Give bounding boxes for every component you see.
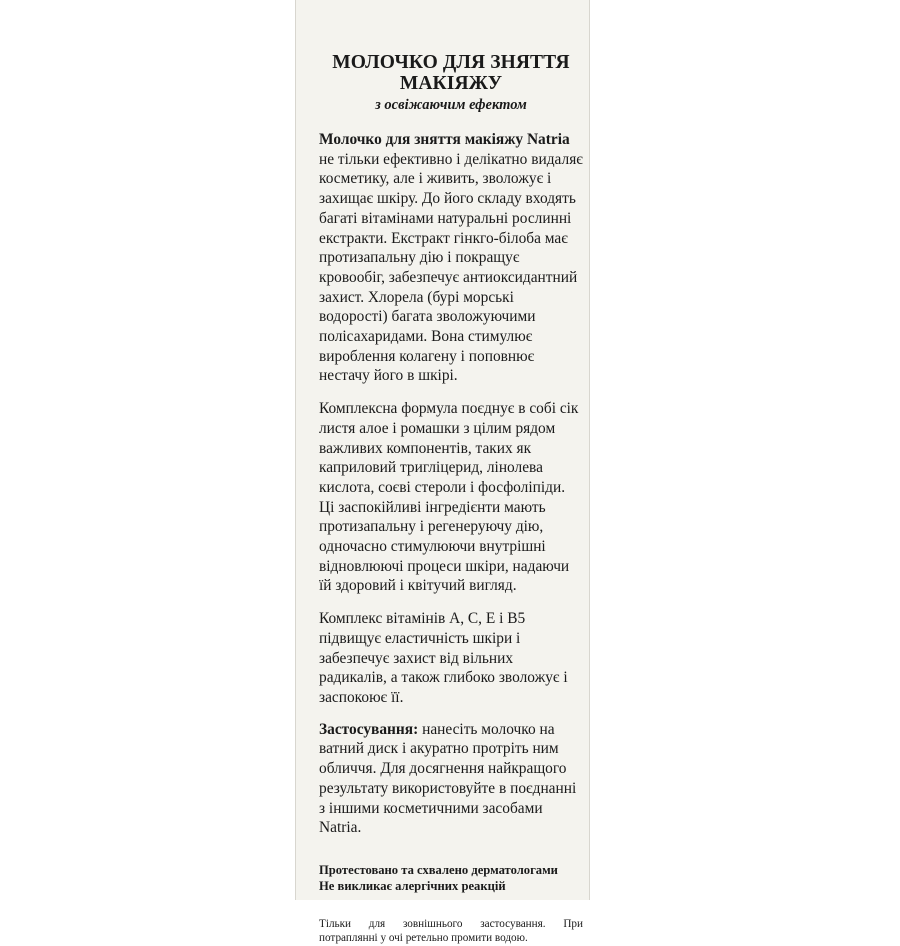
description-lead: Молочко для зняття макіяжу Natria — [319, 131, 570, 148]
label-content — [319, 52, 583, 946]
formula-paragraph: Комплексна формула поєднує в собі сік листя алое і ромашки з цілим рядом важливих компонентів, таких як каприловий тригліцерид, лінолева кислота, соєві стероли і фосфоліпіди. Ці заспокійливі інгредієнти мають протизапальну і регенеруючу дію, одночасно стимулюючи внутрішні відновлюючі процеси шкіри, надаючи їй здоровий і квітучий вигляд. — [319, 400, 579, 595]
description-text: не тільки ефективно і делікатно видаляє косметику, але і живить, зволожує і захищає шкіру. До його складу входять багаті вітамінами натуральні рослинні екстракти. Екстракт гінкго-білоба має протизапальну дію і покращує кровообіг, забезпечує антиоксидантний захист. Хлорела (бурі морські водорості) багата зволожуючими полісахаридами. Вона стимулює вироблення колагену і поповнює нестачу його в шкірі. — [319, 150, 583, 385]
usage-label: Застосування: — [319, 720, 419, 738]
dermatology-line-1: Протестовано та схвалено дерматологами — [319, 862, 558, 877]
dermatology-line-2: Не викликає алергічних реакцій — [319, 879, 506, 894]
description-paragraph — [319, 130, 583, 386]
dermatology-note — [319, 862, 583, 895]
external-use-note: Тільки для зовнішнього застосування. При потраплянні у очі ретельно промити водою. — [319, 917, 583, 945]
usage-text: нанесіть молочко на ватний диск і акуратно протріть ним обличчя. Для досягнення найкращого результату використовуйте в поєднанні з іншими косметичними засобами Natria. — [319, 720, 577, 837]
product-subtitle: з освіжаючим ефектом — [375, 97, 527, 113]
usage-paragraph — [319, 720, 583, 838]
vitamins-paragraph: Комплекс вітамінів А, С, Е і B5 підвищує еластичність шкіри і забезпечує захист від вільних радикалів, а також глибоко зволожує і заспокоює її. — [319, 610, 568, 706]
product-title: МОЛОЧКО ДЛЯ ЗНЯТТЯ МАКІЯЖУ — [332, 52, 570, 94]
